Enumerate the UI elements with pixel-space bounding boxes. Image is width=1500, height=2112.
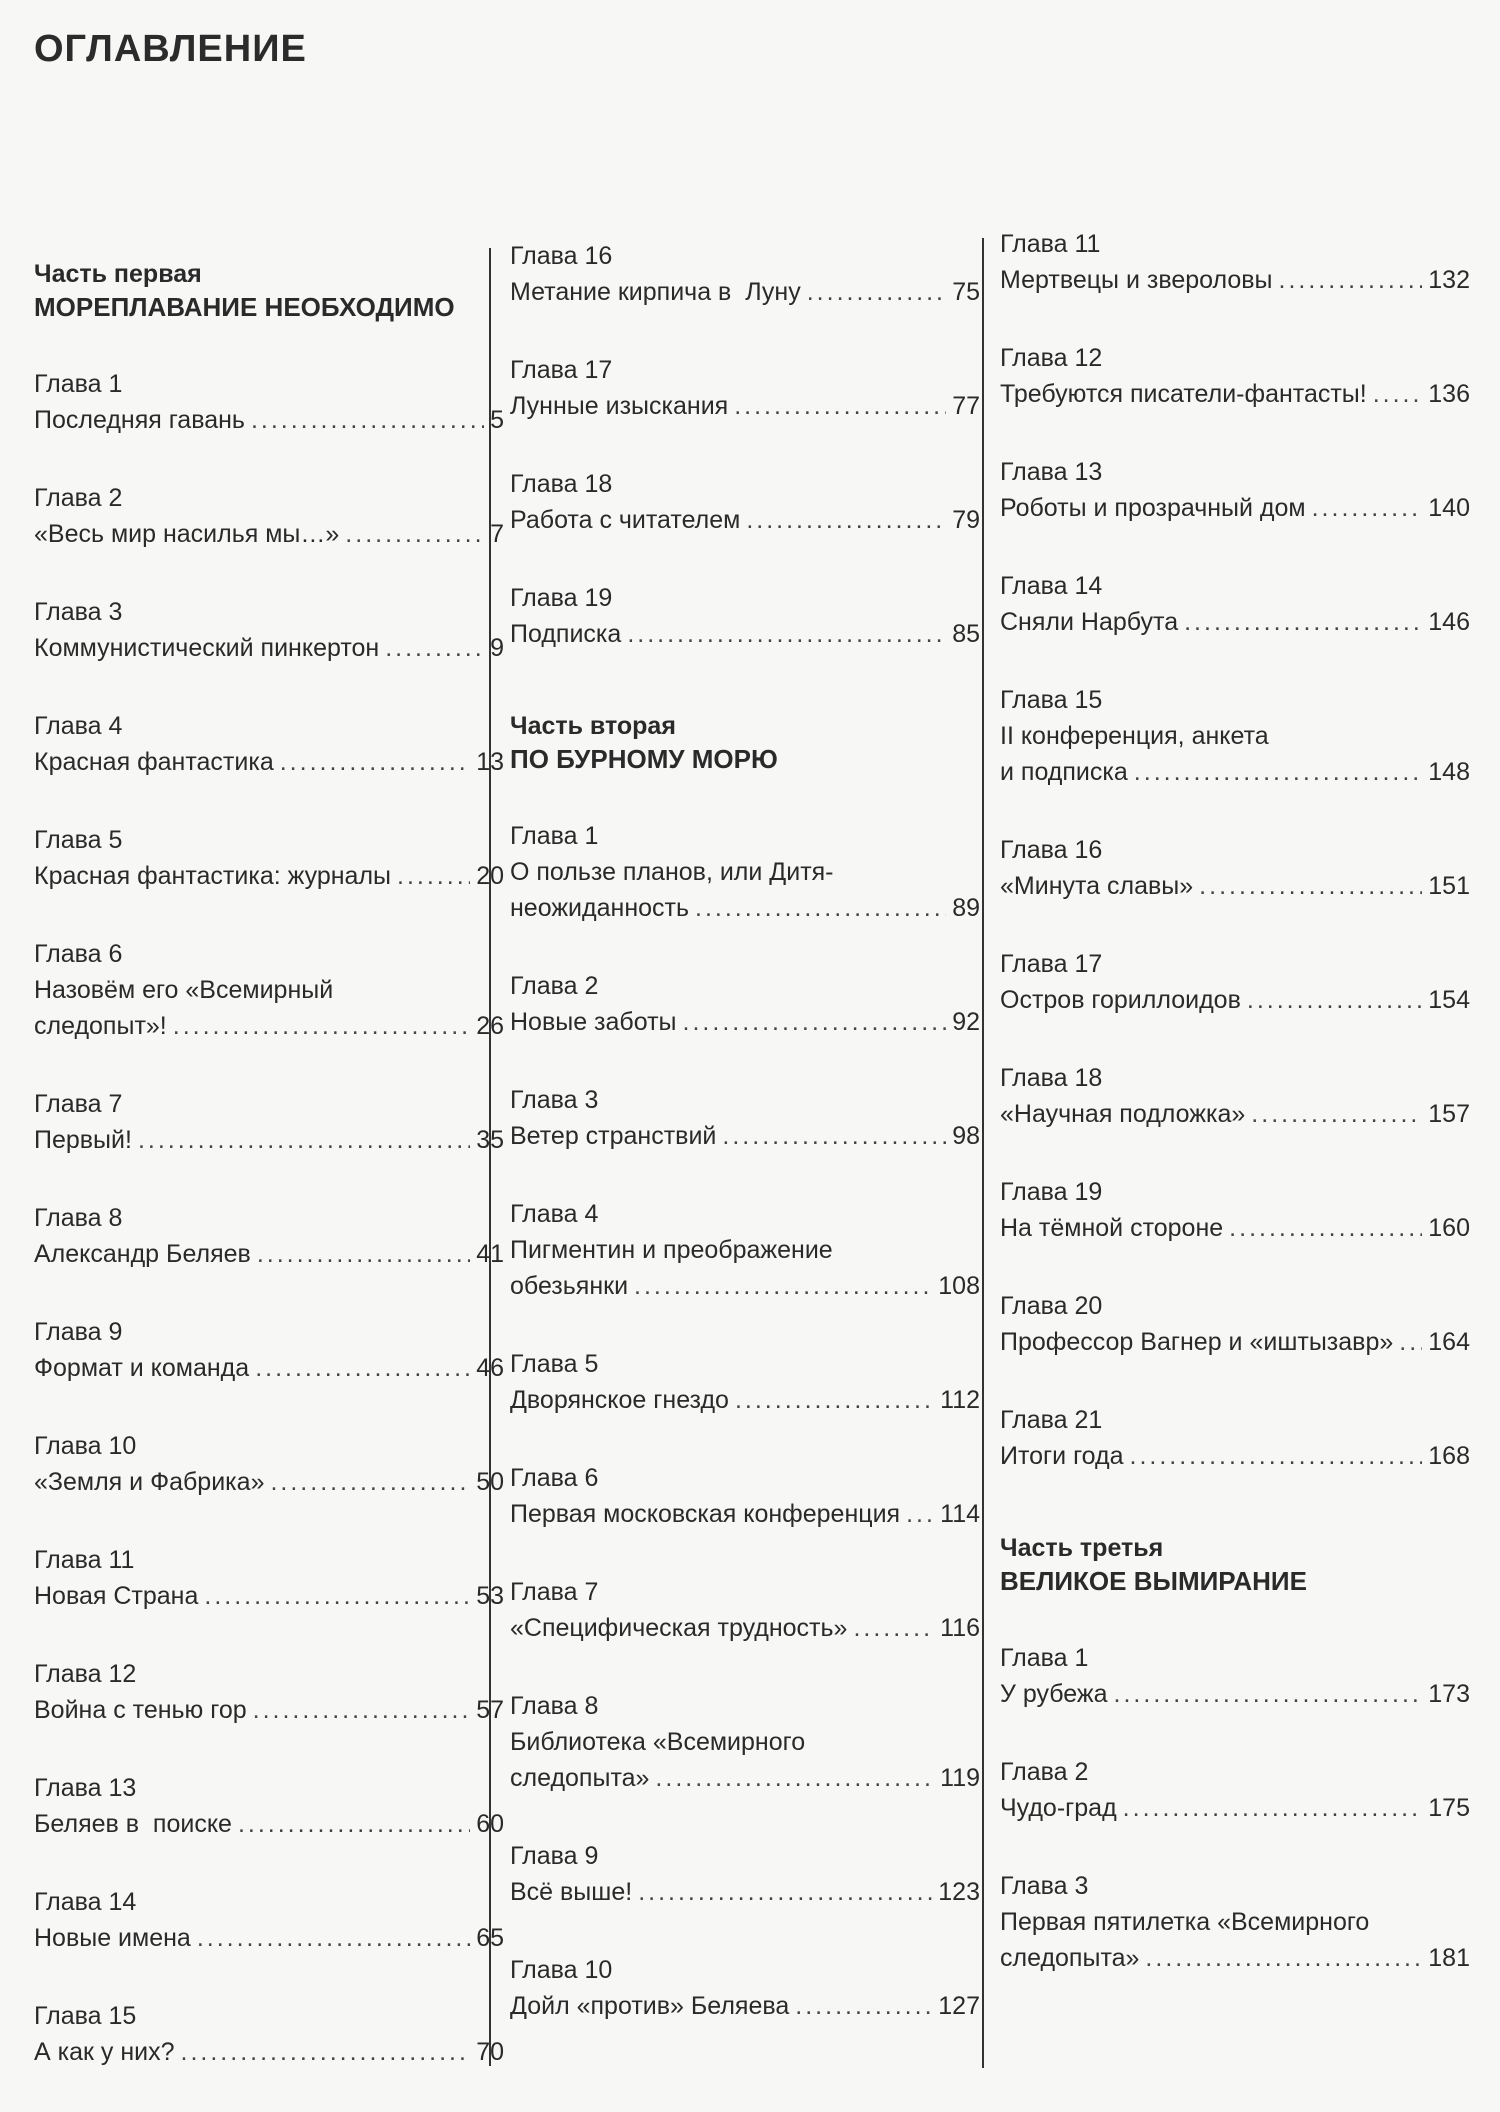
chapter-title: Требуются писатели-фантасты! bbox=[1000, 380, 1367, 408]
column-divider bbox=[982, 238, 984, 2068]
dot-leader bbox=[807, 274, 946, 310]
chapter-leader-line bbox=[510, 890, 980, 926]
chapter-leader-line bbox=[510, 1382, 980, 1418]
toc-entry bbox=[34, 936, 504, 1044]
page-number: 13 bbox=[476, 748, 504, 776]
toc-entry bbox=[1000, 1060, 1470, 1132]
chapter-title: Война с тенью гор bbox=[34, 1696, 247, 1724]
chapter-list bbox=[1000, 1640, 1470, 1976]
dot-leader bbox=[683, 1004, 947, 1040]
page-number: 9 bbox=[490, 634, 504, 662]
chapter-title: Новые заботы bbox=[510, 1008, 677, 1036]
toc-entry bbox=[510, 1838, 980, 1910]
chapter-number: Глава 7 bbox=[34, 1090, 123, 1118]
chapter-title: «Земля и Фабрика» bbox=[34, 1468, 265, 1496]
chapter-number: Глава 6 bbox=[34, 940, 123, 968]
chapter-list bbox=[510, 818, 980, 2024]
page-number: 160 bbox=[1428, 1214, 1470, 1242]
chapter-number: Глава 13 bbox=[34, 1774, 137, 1802]
chapter-number: Глава 15 bbox=[1000, 686, 1103, 714]
page-number: 92 bbox=[952, 1008, 980, 1036]
dot-leader bbox=[397, 858, 470, 894]
chapter-leader-line bbox=[1000, 490, 1470, 526]
chapter-title: Сняли Нарбута bbox=[1000, 608, 1179, 636]
chapter-leader-line bbox=[1000, 868, 1470, 904]
page-number: 173 bbox=[1428, 1680, 1470, 1708]
toc-entry bbox=[34, 1656, 504, 1728]
toc-entry bbox=[34, 1428, 504, 1500]
toc-entry bbox=[510, 580, 980, 652]
chapter-title: Последняя гавань bbox=[34, 406, 245, 434]
chapter-title: У рубежа bbox=[1000, 1680, 1108, 1708]
chapter-leader-line bbox=[1000, 1438, 1470, 1474]
toc-entry bbox=[1000, 1868, 1470, 1976]
page-number: 50 bbox=[476, 1468, 504, 1496]
dot-leader bbox=[257, 1236, 470, 1272]
chapter-number: Глава 4 bbox=[34, 712, 123, 740]
chapter-title: Красная фантастика: журналы bbox=[34, 862, 392, 890]
dot-leader bbox=[722, 1118, 946, 1154]
chapter-number: Глава 17 bbox=[510, 356, 613, 384]
chapter-leader-line bbox=[34, 1806, 504, 1842]
page-number: 132 bbox=[1428, 266, 1470, 294]
chapter-title: На тёмной стороне bbox=[1000, 1214, 1224, 1242]
dot-leader bbox=[1247, 982, 1422, 1018]
toc-entry bbox=[1000, 1402, 1470, 1474]
chapter-leader-line bbox=[34, 2034, 504, 2070]
page-number: 70 bbox=[476, 2038, 504, 2066]
page-number: 116 bbox=[940, 1614, 980, 1642]
part-title: ВЕЛИКОЕ ВЫМИРАНИЕ bbox=[1000, 1566, 1307, 1596]
page-number: 164 bbox=[1428, 1328, 1470, 1356]
chapter-leader-line bbox=[34, 1350, 504, 1386]
part-label: Часть вторая bbox=[510, 712, 676, 740]
toc-entry bbox=[1000, 340, 1470, 412]
page-number: 148 bbox=[1428, 758, 1470, 786]
chapter-number: Глава 1 bbox=[510, 822, 599, 850]
chapter-title-line: II конференция, анкета bbox=[1000, 722, 1269, 750]
chapter-number: Глава 5 bbox=[510, 1350, 599, 1378]
chapter-number: Глава 2 bbox=[510, 972, 599, 1000]
chapter-number: Глава 5 bbox=[34, 826, 123, 854]
chapter-leader-line bbox=[34, 1692, 504, 1728]
chapter-title: «Весь мир насилья мы…» bbox=[34, 520, 340, 548]
chapter-number: Глава 8 bbox=[34, 1204, 123, 1232]
chapter-number: Глава 8 bbox=[510, 1692, 599, 1720]
dot-leader bbox=[1130, 1438, 1423, 1474]
toc-column-2 bbox=[510, 238, 980, 2066]
toc-entry bbox=[510, 1082, 980, 1154]
dot-leader bbox=[1134, 754, 1422, 790]
chapter-leader-line bbox=[510, 1118, 980, 1154]
chapter-title: «Минута славы» bbox=[1000, 872, 1194, 900]
page-number: 5 bbox=[490, 406, 504, 434]
page-number: 114 bbox=[940, 1500, 980, 1528]
chapter-title-line: Пигментин и преображение bbox=[510, 1236, 833, 1264]
chapter-leader-line bbox=[510, 388, 980, 424]
chapter-number: Глава 16 bbox=[1000, 836, 1103, 864]
chapter-title: Новые имена bbox=[34, 1924, 191, 1952]
toc-entry bbox=[34, 1314, 504, 1386]
toc-entry bbox=[510, 818, 980, 926]
chapter-number: Глава 1 bbox=[34, 370, 123, 398]
chapter-title: Итоги года bbox=[1000, 1442, 1124, 1470]
dot-leader bbox=[1399, 1324, 1422, 1360]
page-number: 157 bbox=[1428, 1100, 1470, 1128]
toc-entry bbox=[34, 366, 504, 438]
chapter-title: Метание кирпича в Луну bbox=[510, 278, 801, 306]
page-number: 168 bbox=[1428, 1442, 1470, 1470]
chapter-number: Глава 12 bbox=[1000, 344, 1103, 372]
toc-entry bbox=[510, 1574, 980, 1646]
chapter-title: Коммунистический пинкертон bbox=[34, 634, 380, 662]
chapter-number: Глава 10 bbox=[510, 1956, 613, 1984]
chapter-number: Глава 9 bbox=[34, 1318, 123, 1346]
dot-leader bbox=[173, 1008, 470, 1044]
chapter-list bbox=[34, 366, 504, 2070]
chapter-leader-line bbox=[34, 516, 504, 552]
chapter-leader-line bbox=[510, 1760, 980, 1796]
toc-entry bbox=[1000, 682, 1470, 790]
chapter-title: и подписка bbox=[1000, 758, 1128, 786]
toc-entry bbox=[34, 1998, 504, 2070]
page-title: ОГЛАВЛЕНИЕ bbox=[34, 28, 307, 70]
chapter-number: Глава 14 bbox=[34, 1888, 137, 1916]
part-label: Часть третья bbox=[1000, 1534, 1164, 1562]
chapter-title: «Научная подложка» bbox=[1000, 1100, 1246, 1128]
toc-entry bbox=[510, 968, 980, 1040]
chapter-leader-line bbox=[510, 1874, 980, 1910]
part-label: Часть первая bbox=[34, 260, 202, 288]
dot-leader bbox=[197, 1920, 470, 1956]
chapter-leader-line bbox=[510, 502, 980, 538]
chapter-leader-line bbox=[1000, 1210, 1470, 1246]
toc-entry bbox=[1000, 1754, 1470, 1826]
chapter-title: следопыта» bbox=[510, 1764, 650, 1792]
chapter-number: Глава 13 bbox=[1000, 458, 1103, 486]
page-number: 26 bbox=[476, 1012, 504, 1040]
chapter-title: Всё выше! bbox=[510, 1878, 633, 1906]
page-number: 53 bbox=[476, 1582, 504, 1610]
chapter-title: Мертвецы и звероловы bbox=[1000, 266, 1273, 294]
chapter-number: Глава 19 bbox=[510, 584, 613, 612]
dot-leader bbox=[181, 2034, 471, 2070]
toc-entry bbox=[34, 822, 504, 894]
toc-entry bbox=[34, 1200, 504, 1272]
chapter-leader-line bbox=[1000, 1790, 1470, 1826]
toc-entry bbox=[1000, 946, 1470, 1018]
dot-leader bbox=[1251, 1096, 1422, 1132]
toc-entry bbox=[1000, 1174, 1470, 1246]
dot-leader bbox=[385, 630, 484, 666]
chapter-number: Глава 3 bbox=[34, 598, 123, 626]
toc-column-1 bbox=[34, 238, 504, 2112]
chapter-number: Глава 9 bbox=[510, 1842, 599, 1870]
toc-entry bbox=[510, 1346, 980, 1418]
chapter-number: Глава 3 bbox=[1000, 1872, 1089, 1900]
page-number: 89 bbox=[952, 894, 980, 922]
page-number: 108 bbox=[938, 1272, 980, 1300]
chapter-title-line: О пользе планов, или Дитя- bbox=[510, 858, 834, 886]
dot-leader bbox=[734, 388, 946, 424]
toc-entry bbox=[34, 1884, 504, 1956]
chapter-title: Ветер странствий bbox=[510, 1122, 717, 1150]
dot-leader bbox=[345, 516, 484, 552]
chapter-number: Глава 6 bbox=[510, 1464, 599, 1492]
toc-entry bbox=[34, 480, 504, 552]
page-number: 151 bbox=[1428, 872, 1470, 900]
part-title: МОРЕПЛАВАНИЕ НЕОБХОДИМО bbox=[34, 292, 455, 322]
chapter-number: Глава 18 bbox=[510, 470, 613, 498]
chapter-number: Глава 2 bbox=[1000, 1758, 1089, 1786]
dot-leader bbox=[1312, 490, 1423, 526]
dot-leader bbox=[253, 1692, 471, 1728]
chapter-number: Глава 4 bbox=[510, 1200, 599, 1228]
chapter-number: Глава 16 bbox=[510, 242, 613, 270]
dot-leader bbox=[138, 1122, 470, 1158]
chapter-number: Глава 3 bbox=[510, 1086, 599, 1114]
page-number: 75 bbox=[952, 278, 980, 306]
page-number: 79 bbox=[952, 506, 980, 534]
chapter-number: Глава 11 bbox=[34, 1546, 135, 1574]
chapter-leader-line bbox=[34, 1464, 504, 1500]
dot-leader bbox=[1184, 604, 1422, 640]
chapter-title-line: Библиотека «Всемирного bbox=[510, 1728, 806, 1756]
chapter-number: Глава 12 bbox=[34, 1660, 137, 1688]
chapter-title: Дворянское гнездо bbox=[510, 1386, 729, 1414]
dot-leader bbox=[735, 1382, 934, 1418]
chapter-number: Глава 14 bbox=[1000, 572, 1103, 600]
chapter-title: Роботы и прозрачный дом bbox=[1000, 494, 1306, 522]
page-number: 123 bbox=[938, 1878, 980, 1906]
chapter-leader-line bbox=[1000, 982, 1470, 1018]
chapter-title: Подписка bbox=[510, 620, 622, 648]
chapter-leader-line bbox=[34, 1578, 504, 1614]
page-number: 154 bbox=[1428, 986, 1470, 1014]
chapter-title: следопыта» bbox=[1000, 1944, 1140, 1972]
chapter-number: Глава 19 bbox=[1000, 1178, 1103, 1206]
part-title: ПО БУРНОМУ МОРЮ bbox=[510, 744, 778, 774]
chapter-number: Глава 15 bbox=[34, 2002, 137, 2030]
toc-entry bbox=[510, 1196, 980, 1304]
dot-leader bbox=[746, 502, 946, 538]
toc-entry bbox=[1000, 454, 1470, 526]
chapter-leader-line bbox=[1000, 262, 1470, 298]
chapter-leader-line bbox=[34, 630, 504, 666]
chapter-leader-line bbox=[34, 402, 504, 438]
dot-leader bbox=[1373, 376, 1423, 412]
chapter-number: Глава 7 bbox=[510, 1578, 599, 1606]
chapter-number: Глава 20 bbox=[1000, 1292, 1103, 1320]
page-number: 7 bbox=[490, 520, 504, 548]
chapter-title: следопыт»! bbox=[34, 1012, 167, 1040]
toc-column-3 bbox=[1000, 226, 1470, 2018]
dot-leader bbox=[627, 616, 946, 652]
page-number: 65 bbox=[476, 1924, 504, 1952]
chapter-title: неожиданность bbox=[510, 894, 690, 922]
chapter-leader-line bbox=[34, 858, 504, 894]
chapter-leader-line bbox=[1000, 1324, 1470, 1360]
page-number: 119 bbox=[940, 1764, 980, 1792]
chapter-leader-line bbox=[510, 274, 980, 310]
toc-entry bbox=[1000, 568, 1470, 640]
dot-leader bbox=[1229, 1210, 1422, 1246]
dot-leader bbox=[251, 402, 484, 438]
chapter-leader-line bbox=[1000, 604, 1470, 640]
page-number: 57 bbox=[476, 1696, 504, 1724]
page-number: 112 bbox=[940, 1386, 980, 1414]
chapter-leader-line bbox=[510, 1004, 980, 1040]
toc-entry bbox=[34, 1086, 504, 1158]
chapter-title: А как у них? bbox=[34, 2038, 175, 2066]
chapter-title: Работа с читателем bbox=[510, 506, 741, 534]
dot-leader bbox=[204, 1578, 470, 1614]
chapter-title: Александр Беляев bbox=[34, 1240, 251, 1268]
chapter-title: Беляев в поиске bbox=[34, 1810, 232, 1838]
chapter-list bbox=[510, 238, 980, 652]
chapter-leader-line bbox=[34, 1122, 504, 1158]
chapter-number: Глава 2 bbox=[34, 484, 123, 512]
toc-entry bbox=[34, 594, 504, 666]
page-number: 35 bbox=[476, 1126, 504, 1154]
dot-leader bbox=[1123, 1790, 1423, 1826]
dot-leader bbox=[238, 1806, 470, 1842]
page-number: 77 bbox=[952, 392, 980, 420]
chapter-leader-line bbox=[510, 1988, 980, 2024]
page-number: 46 bbox=[476, 1354, 504, 1382]
dot-leader bbox=[255, 1350, 470, 1386]
page-number: 146 bbox=[1428, 608, 1470, 636]
chapter-title: Первый! bbox=[34, 1126, 132, 1154]
chapter-title: обезьянки bbox=[510, 1272, 629, 1300]
chapter-leader-line bbox=[34, 1920, 504, 1956]
chapter-title: Новая Страна bbox=[34, 1582, 199, 1610]
dot-leader bbox=[795, 1988, 932, 2024]
toc-entry bbox=[510, 1460, 980, 1532]
part-heading bbox=[1000, 1532, 1470, 1598]
dot-leader bbox=[270, 1464, 470, 1500]
toc-entry bbox=[510, 352, 980, 424]
page-number: 85 bbox=[952, 620, 980, 648]
toc-entry bbox=[34, 708, 504, 780]
dot-leader bbox=[1279, 262, 1423, 298]
page-number: 98 bbox=[952, 1122, 980, 1150]
dot-leader bbox=[695, 890, 946, 926]
chapter-leader-line bbox=[34, 1236, 504, 1272]
chapter-number: Глава 21 bbox=[1000, 1406, 1103, 1434]
dot-leader bbox=[1199, 868, 1422, 904]
chapter-leader-line bbox=[34, 1008, 504, 1044]
dot-leader bbox=[1114, 1676, 1423, 1712]
dot-leader bbox=[655, 1760, 934, 1796]
chapter-number: Глава 18 bbox=[1000, 1064, 1103, 1092]
dot-leader bbox=[280, 744, 470, 780]
chapter-title: Остров гориллоидов bbox=[1000, 986, 1241, 1014]
page-number: 181 bbox=[1428, 1944, 1470, 1972]
chapter-title: Чудо-град bbox=[1000, 1794, 1117, 1822]
page-number: 175 bbox=[1428, 1794, 1470, 1822]
chapter-title: Лунные изыскания bbox=[510, 392, 729, 420]
toc-entry bbox=[510, 1952, 980, 2024]
page-number: 140 bbox=[1428, 494, 1470, 522]
page-number: 60 bbox=[476, 1810, 504, 1838]
chapter-number: Глава 11 bbox=[1000, 230, 1101, 258]
dot-leader bbox=[634, 1268, 932, 1304]
chapter-title-line: Первая пятилетка «Всемирного bbox=[1000, 1908, 1370, 1936]
page-number: 20 bbox=[476, 862, 504, 890]
toc-entry bbox=[510, 238, 980, 310]
chapter-title: Формат и команда bbox=[34, 1354, 250, 1382]
dot-leader bbox=[853, 1610, 934, 1646]
chapter-leader-line bbox=[510, 1610, 980, 1646]
toc-entry bbox=[1000, 1288, 1470, 1360]
chapter-leader-line bbox=[510, 1268, 980, 1304]
chapter-number: Глава 17 bbox=[1000, 950, 1103, 978]
part-heading bbox=[34, 258, 504, 324]
page-number: 41 bbox=[476, 1240, 504, 1268]
toc-entry bbox=[510, 1688, 980, 1796]
chapter-title: Профессор Вагнер и «иштызавр» bbox=[1000, 1328, 1394, 1356]
toc-entry bbox=[1000, 832, 1470, 904]
chapter-number: Глава 1 bbox=[1000, 1644, 1089, 1672]
chapter-number: Глава 10 bbox=[34, 1432, 137, 1460]
toc-entry bbox=[1000, 226, 1470, 298]
toc-entry bbox=[510, 466, 980, 538]
chapter-leader-line bbox=[1000, 1096, 1470, 1132]
dot-leader bbox=[906, 1496, 934, 1532]
page-number: 127 bbox=[938, 1992, 980, 2020]
chapter-title: Красная фантастика bbox=[34, 748, 274, 776]
chapter-leader-line bbox=[510, 1496, 980, 1532]
dot-leader bbox=[638, 1874, 932, 1910]
chapter-leader-line bbox=[1000, 1940, 1470, 1976]
chapter-leader-line bbox=[1000, 376, 1470, 412]
dot-leader bbox=[1145, 1940, 1422, 1976]
chapter-title: Дойл «против» Беляева bbox=[510, 1992, 790, 2020]
chapter-leader-line bbox=[34, 744, 504, 780]
chapter-leader-line bbox=[510, 616, 980, 652]
chapter-title: «Специфическая трудность» bbox=[510, 1614, 848, 1642]
chapter-list bbox=[1000, 226, 1470, 1474]
part-heading bbox=[510, 710, 980, 776]
toc-entry bbox=[1000, 1640, 1470, 1712]
chapter-title-line: Назовём его «Всемирный bbox=[34, 976, 334, 1004]
chapter-leader-line bbox=[1000, 754, 1470, 790]
toc-entry bbox=[34, 1770, 504, 1842]
page-number: 136 bbox=[1428, 380, 1470, 408]
chapter-leader-line bbox=[1000, 1676, 1470, 1712]
chapter-title: Первая московская конференция bbox=[510, 1500, 901, 1528]
toc-entry bbox=[34, 1542, 504, 1614]
